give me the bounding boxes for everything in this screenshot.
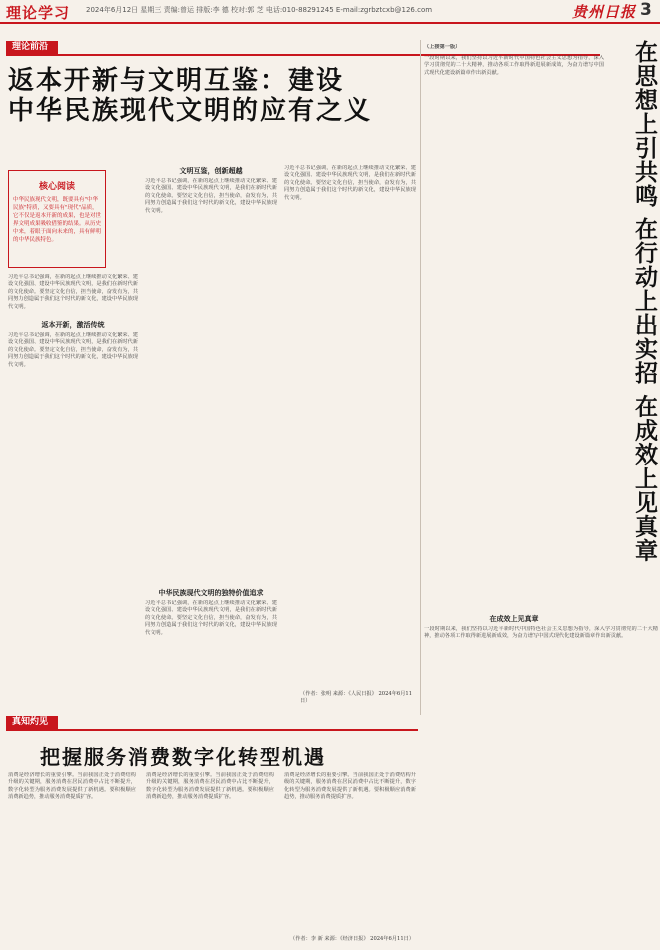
article-column-2a: 习近平总书记强调，在新的起点上继续推动文化繁荣、建设文化强国、建设中华民族现代文明，是我们在新时代新的文化使命。要坚定文化自信，担当使命，奋发有为，共同努力创造属于我们这个时代的新文化，建设中华民族现代文明。 <box>145 178 277 214</box>
subhead-2: 文明互鉴，创新超越 <box>179 167 243 175</box>
editor-note-title: 核心阅读 <box>38 182 75 192</box>
side-article-column-1: 一段时期以来，我们坚持以习近平新时代中国特色社会主义思想为指导，深入学习贯彻党的二十大精神，推动各项工作取得新进展新成效，为奋力谱写中国式现代化建设新篇章作出新贡献。 <box>424 55 604 76</box>
article-column-2b: 习近平总书记强调，在新的起点上继续推动文化繁荣、建设文化强国、建设中华民族现代文明，是我们在新时代新的文化使命。要坚定文化自信，担当使命，奋发有为，共同努力创造属于我们这个时代的新文化，建设中华民族现代文明。 <box>145 600 277 636</box>
editor-note-body: 中华民族现代文明，既要具有"中华民族"特质，又要具有"现代"品质，它不仅是返本开新的成果，也是对世界文明成果吸收借鉴的结果。从历史中来，着眼于面向未来的，具有鲜明的中华民族特色。 <box>13 197 102 243</box>
section-tag-theory: 理论前沿 <box>6 41 58 54</box>
continued-label: （上接第一版） <box>424 44 461 50</box>
newspaper-logo: 贵州日报 <box>572 3 637 21</box>
column-divider <box>420 40 421 715</box>
side-article-subhead: 在成效上见真章 <box>489 615 539 623</box>
lower-section-rule <box>6 729 418 731</box>
section-title: 理论学习 <box>6 4 71 22</box>
page-header <box>0 0 660 24</box>
lower-column-1: 消费是经济增长的重要引擎。当前我国正处于消费结构升级的关键期，服务消费在居民消费中占比不断提升，数字化转型为服务消费发展提供了新机遇。要积极顺应消费新趋势，推动服务消费提质扩容。 <box>8 772 136 801</box>
main-headline <box>8 66 458 126</box>
article-column-1a: 习近平总书记强调，在新的起点上继续推动文化繁荣、建设文化强国、建设中华民族现代文明，是我们在新时代新的文化使命。要坚定文化自信，担当使命，奋发有为，共同努力创造属于我们这个时代的新文化，建设中华民族现代文明。 <box>8 274 138 310</box>
lower-column-3: 消费是经济增长的重要引擎。当前我国正处于消费结构升级的关键期，服务消费在居民消费中占比不断提升，数字化转型为服务消费发展提供了新机遇。要积极顺应消费新趋势，推动服务消费提质扩容。 <box>284 772 416 801</box>
editor-note-box <box>8 170 106 268</box>
side-article-vertical-title: 在思想上引共鸣 在行动上出实招 在成效上见真章 <box>631 40 657 563</box>
issue-meta: 2024年6月12日 星期三 责编:曾运 排版:李 德 校对:郭 芝 电话:010-88291245 E-mail:zgrbztcxb@126.com <box>86 6 433 14</box>
lower-column-2: 消费是经济增长的重要引擎。当前我国正处于消费结构升级的关键期，服务消费在居民消费中占比不断提升，数字化转型为服务消费发展提供了新机遇。要积极顺应消费新趋势，推动服务消费提质扩容。 <box>146 772 274 801</box>
article-column-3: 习近平总书记强调，在新的起点上继续推动文化繁荣、建设文化强国、建设中华民族现代文明，是我们在新时代新的文化使命。要坚定文化自信，担当使命，奋发有为，共同努力创造属于我们这个时代的新文化，建设中华民族现代文明。 <box>284 165 416 201</box>
article-column-1b: 习近平总书记强调，在新的起点上继续推动文化繁荣、建设文化强国、建设中华民族现代文明，是我们在新时代新的文化使命。要坚定文化自信，担当使命，奋发有为，共同努力创造属于我们这个时代的新文化，建设中华民族现代文明。 <box>8 332 138 368</box>
main-headline-line1: 返本开新与文明互鉴：建设 <box>8 66 345 96</box>
main-byline: （作者：张明 来源：《人民日报》 2024年6月11日） <box>300 691 412 704</box>
subhead-1: 返本开新，激活传统 <box>41 321 105 329</box>
main-headline-line2: 中华民族现代文明的应有之义 <box>8 96 373 126</box>
lower-headline: 把握服务消费数字化转型机遇 <box>40 745 326 769</box>
section-tag-insight: 真知灼见 <box>6 716 58 729</box>
page-number: 3 <box>640 0 652 20</box>
subhead-3: 中华民族现代文明的独特价值追求 <box>158 589 264 597</box>
lower-byline: （作者：李 新 来源：《经济日报》 2024年6月11日） <box>290 936 415 942</box>
side-article-column-2: 一段时期以来，我们坚持以习近平新时代中国特色社会主义思想为指导，深入学习贯彻党的二十大精神，推动各项工作取得新进展新成效，为奋力谱写中国式现代化建设新篇章作出新贡献。 <box>424 626 658 640</box>
